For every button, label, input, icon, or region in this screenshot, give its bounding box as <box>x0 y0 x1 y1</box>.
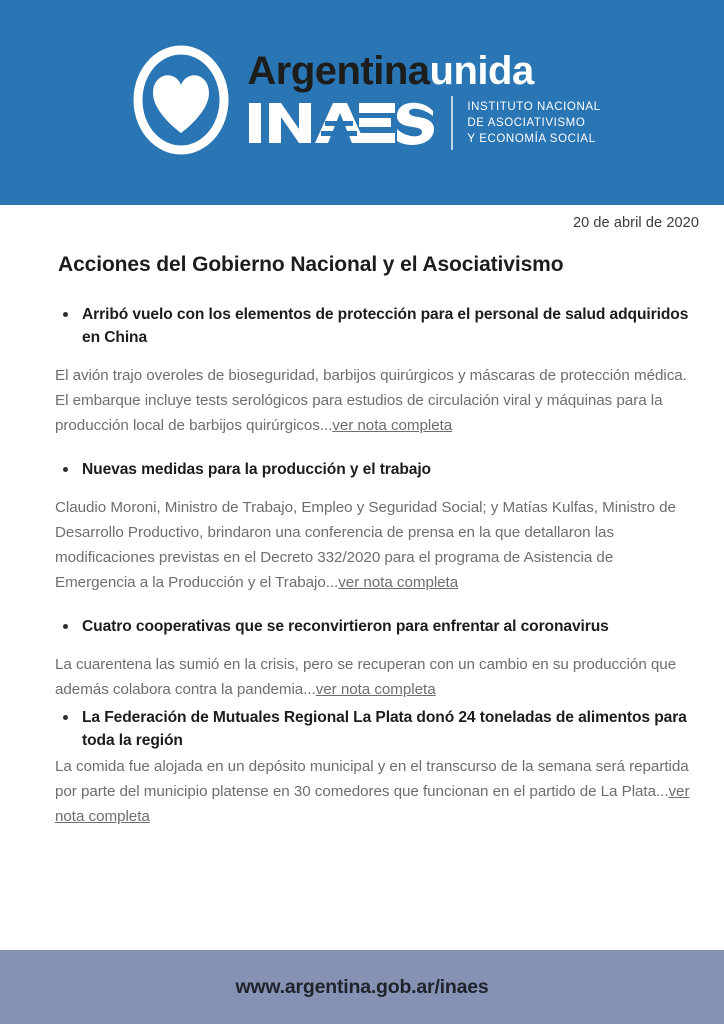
ver-nota-completa-link[interactable]: ver nota completa <box>315 681 436 698</box>
brand-unida-label: unida <box>429 48 534 93</box>
news-item-text: El avión trajo overoles de bioseguridad, barbijos quirúrgicos y máscaras de protección médica. El embarque incluye tests serológicos para estudios de circulación viral y máquinas para la producción local de barbijos quirúrgicos... <box>55 367 687 434</box>
brand-logo-block <box>133 45 600 155</box>
bullet-icon <box>63 624 68 629</box>
brand-text <box>247 50 600 150</box>
page-title: Acciones del Gobierno Nacional y el Asociativismo <box>58 253 564 276</box>
news-list <box>18 303 706 829</box>
news-item-body <box>55 652 693 702</box>
page-footer <box>0 950 724 1024</box>
news-item-body <box>55 495 693 595</box>
brand-argentina-label: Argentina <box>247 48 430 93</box>
news-item-heading <box>63 458 706 481</box>
news-item-heading <box>63 303 706 349</box>
bullet-icon <box>63 467 68 472</box>
news-item-text: Claudio Moroni, Ministro de Trabajo, Empleo y Seguridad Social; y Matías Kulfas, Ministro de Desarrollo Productivo, brindaron una conferencia de prensa en la que detallaron las modificaciones previstas en el Decreto 332/2020 para el programa de Asistencia de Emergencia a la Producción y el Trabajo... <box>55 499 676 591</box>
news-item-title: Arribó vuelo con los elementos de protección para el personal de salud adquiridos en China <box>82 306 689 346</box>
institute-subtitle <box>467 99 600 147</box>
institute-subtitle-line-2: DE ASOCIATIVISMO <box>467 116 586 129</box>
news-item-title: Cuatro cooperativas que se reconvirtieron para enfrentar al coronavirus <box>82 618 609 635</box>
heart-in-ring-logo-icon <box>133 45 229 155</box>
logo-divider <box>451 96 453 150</box>
news-item-title: Nuevas medidas para la producción y el trabajo <box>82 461 431 478</box>
institute-subtitle-line-3: Y ECONOMÍA SOCIAL <box>467 132 596 145</box>
news-item <box>18 458 706 595</box>
news-item <box>18 615 706 702</box>
news-item-heading <box>63 615 706 638</box>
inaes-brand-row <box>247 96 600 150</box>
news-item <box>18 706 706 829</box>
news-item-body <box>55 363 693 438</box>
footer-website-url[interactable]: www.argentina.gob.ar/inaes <box>235 975 489 998</box>
bullet-icon <box>63 312 68 317</box>
news-item <box>18 303 706 438</box>
brand-wordmark-argentina-unida <box>247 50 600 92</box>
institute-subtitle-line-1: INSTITUTO NACIONAL <box>467 100 601 113</box>
ver-nota-completa-link[interactable]: ver nota completa <box>55 783 690 825</box>
news-item-title: La Federación de Mutuales Regional La Plata donó 24 toneladas de alimentos para toda la región <box>82 709 687 749</box>
news-item-heading <box>63 706 706 752</box>
inaes-wordmark-icon <box>247 99 437 147</box>
document-body <box>0 205 724 829</box>
bullet-icon <box>63 715 68 720</box>
news-item-text: La comida fue alojada en un depósito municipal y en el transcurso de la semana será repartida por parte del municipio platense en 30 comedores que funcionan en el partido de La Plata... <box>55 758 689 800</box>
document-date: 20 de abril de 2020 <box>572 215 699 231</box>
ver-nota-completa-link[interactable]: ver nota completa <box>332 417 453 434</box>
ver-nota-completa-link[interactable]: ver nota completa <box>338 574 459 591</box>
news-item-text: La cuarentena las sumió en la crisis, pero se recuperan con un cambio en su producción que además colabora contra la pandemia... <box>55 656 677 698</box>
news-item-body <box>55 754 693 829</box>
page-header <box>0 0 724 205</box>
